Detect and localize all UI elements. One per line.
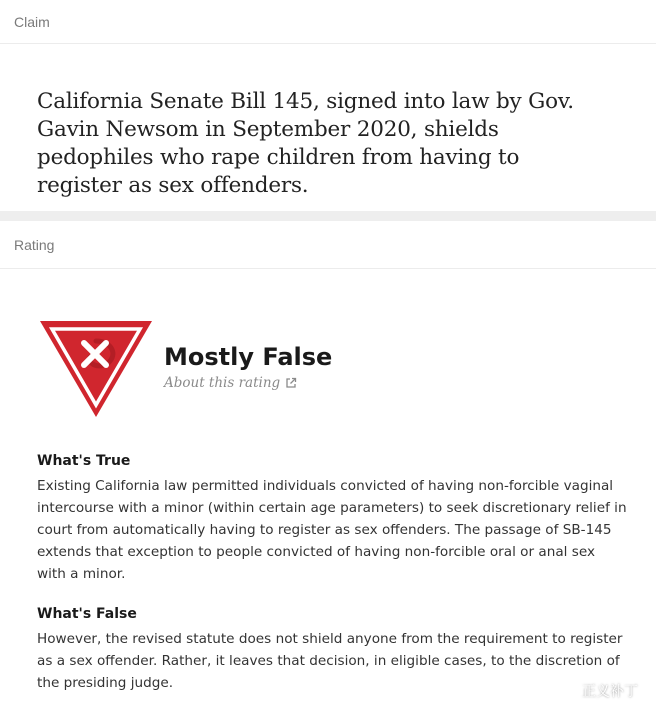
rating-label: Mostly False bbox=[164, 343, 333, 371]
claim-section-header bbox=[0, 0, 656, 44]
claim-body bbox=[0, 44, 656, 211]
rating-header-label: Rating bbox=[14, 236, 55, 253]
about-rating-link-label: About this rating bbox=[164, 375, 281, 391]
wechat-icon bbox=[550, 680, 576, 702]
whats-false-title: What's False bbox=[37, 606, 137, 622]
section-divider bbox=[0, 211, 656, 221]
external-link-icon bbox=[285, 377, 297, 389]
rating-body bbox=[0, 269, 656, 720]
watermark-text: 正义补丁 bbox=[582, 684, 638, 700]
watermark bbox=[550, 680, 638, 702]
whats-false-text: However, the revised statute does not shield anyone from the requirement to register as a sex offender. Rather, it leaves that decision, in eligible cases, to the discretion of the presiding judge. bbox=[37, 631, 623, 691]
claim-header-label: Claim bbox=[14, 13, 50, 30]
whats-true-block bbox=[37, 451, 627, 585]
whats-false-block bbox=[37, 604, 627, 694]
rating-section-header bbox=[0, 221, 656, 269]
mostly-false-triangle-icon bbox=[38, 319, 154, 419]
claim-text: California Senate Bill 145, signed into law by Gov. Gavin Newsom in September 2020, shields pedophiles who rape children from having to register as sex offenders. bbox=[37, 89, 574, 198]
whats-true-text: Existing California law permitted individuals convicted of having non-forcible vaginal intercourse with a minor (within certain age parameters) to seek discretionary relief in court from automatically having to register as sex offenders. The passage of SB-145 extends that exception to people convicted of having non-forcible oral or anal sex with a minor. bbox=[37, 478, 627, 582]
about-rating-link[interactable] bbox=[164, 375, 297, 391]
whats-true-title: What's True bbox=[37, 453, 131, 469]
